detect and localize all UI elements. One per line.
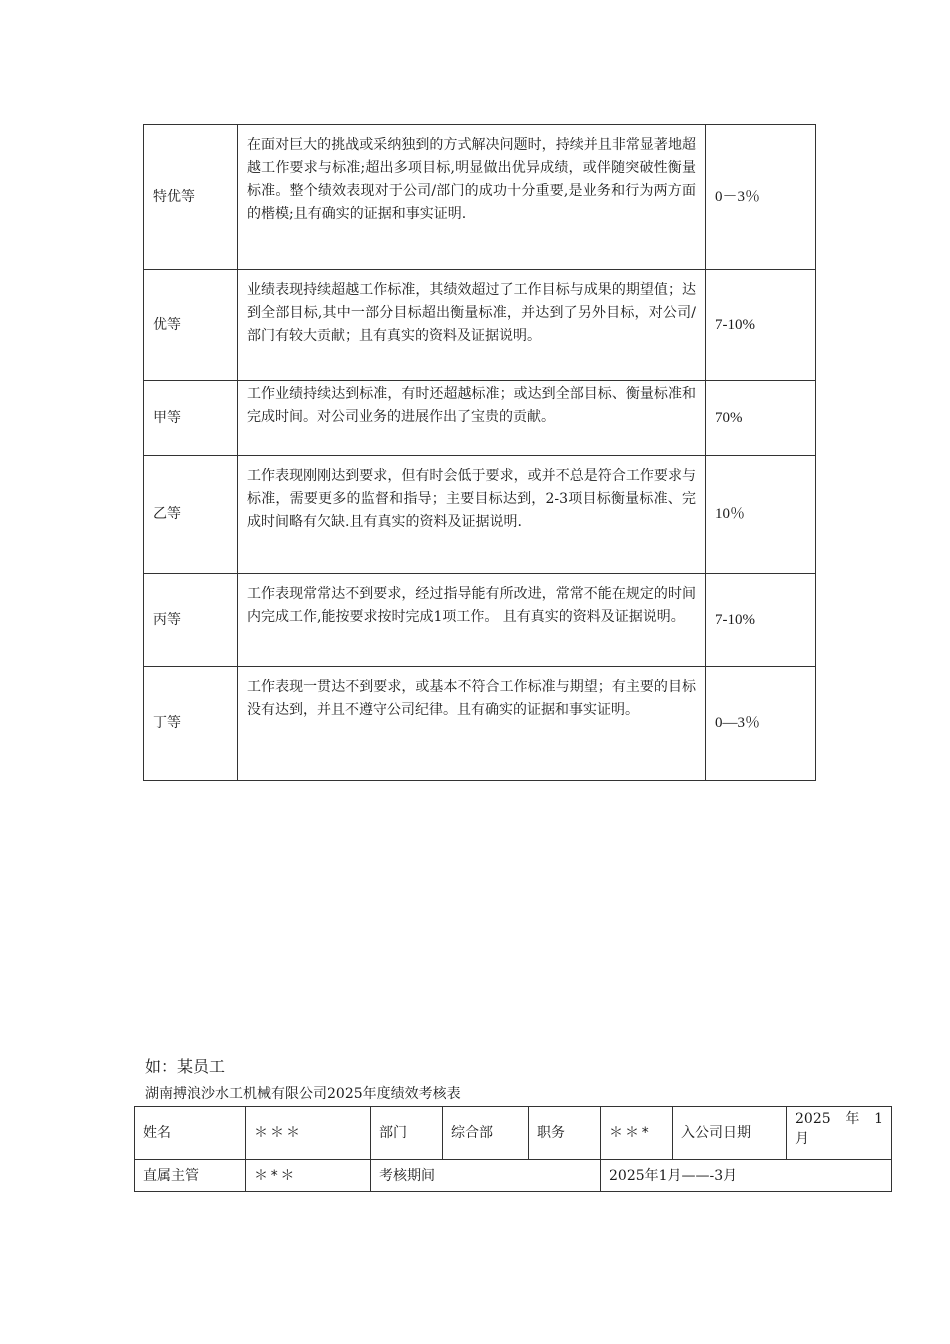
grade-description: 工作表现一贯达不到要求，或基本不符合工作标准与期望；有主要的目标没有达到，并且不遵守公司纪律。且有确实的证据和事实证明。 [238,667,706,781]
name-value: ＊＊＊ [246,1107,371,1160]
supervisor-label: 直属主管 [135,1160,246,1192]
grade-row [144,574,816,667]
form-row [135,1160,892,1192]
name-label: 姓名 [135,1107,246,1160]
grade-description: 在面对巨大的挑战或采纳独到的方式解决问题时，持续并且非常显著地超越工作要求与标准;超出多项目标,明显做出优异成绩，或伴随突破性衡量标准。整个绩效表现对于公司/部门的成功十分重要,是业务和行为两方面的楷模;且有确实的证据和事实证明. [238,125,706,270]
grade-name: 丙等 [144,574,238,667]
form-title: 湖南搏浪沙水工机械有限公司2025年度绩效考核表 [145,1086,461,1102]
supervisor-value: ＊*＊ [246,1160,371,1192]
grade-percent: 70% [706,381,816,456]
grade-description: 工作表现常常达不到要求，经过指导能有所改进，常常不能在规定的时间内完成工作,能按要求按时完成1项工作。 且有真实的资料及证据说明。 [238,574,706,667]
department-value: 综合部 [443,1107,529,1160]
grade-percent: 7-10% [706,574,816,667]
form-row [135,1107,892,1160]
period-label: 考核期间 [371,1160,601,1192]
grade-description: 工作业绩持续达到标准，有时还超越标准；或达到全部目标、衡量标准和完成时间。对公司业务的进展作出了宝贵的贡献。 [238,381,706,456]
grade-percent: 0－3％ [706,125,816,270]
grade-definition-table [143,124,816,781]
grade-name: 甲等 [144,381,238,456]
grade-row [144,270,816,381]
join-date-value: 2025 年 1月 [787,1107,892,1160]
position-label: 职务 [529,1107,601,1160]
grade-name: 丁等 [144,667,238,781]
grade-row [144,125,816,270]
grade-description: 工作表现刚刚达到要求，但有时会低于要求，或并不总是符合工作要求与标准，需要更多的监督和指导；主要目标达到，2-3项目标衡量标准、完成时间略有欠缺.且有真实的资料及证据说明. [238,456,706,574]
grade-percent: 0—3％ [706,667,816,781]
example-label: 如：某员工 [145,1057,226,1076]
grade-row [144,456,816,574]
grade-name: 优等 [144,270,238,381]
grade-percent: 7-10% [706,270,816,381]
appraisal-form-table [134,1106,892,1192]
grade-description: 业绩表现持续超越工作标准，其绩效超过了工作目标与成果的期望值；达到全部目标,其中一部分目标超出衡量标准，并达到了另外目标，对公司/部门有较大贡献；且有真实的资料及证据说明。 [238,270,706,381]
department-label: 部门 [371,1107,443,1160]
grade-row [144,381,816,456]
join-date-label: 入公司日期 [673,1107,787,1160]
grade-row [144,667,816,781]
period-value: 2025年1月——-3月 [601,1160,892,1192]
grade-name: 特优等 [144,125,238,270]
grade-name: 乙等 [144,456,238,574]
grade-percent: 10％ [706,456,816,574]
position-value: ＊＊* [601,1107,673,1160]
